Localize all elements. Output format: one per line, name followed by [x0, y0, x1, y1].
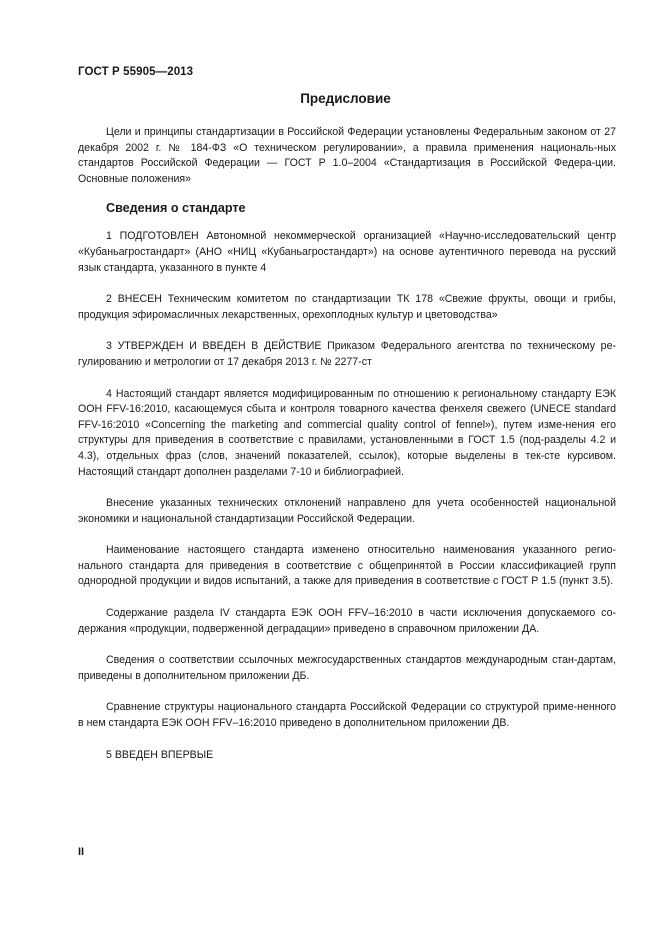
- document-code: ГОСТ Р 55905—2013: [78, 66, 194, 78]
- paragraph-section-iv: Содержание раздела IV стандарта ЕЭК ООН FFV–16:2010 в части исключения допускаемого со-держания «продукции, подверженной деградации» приведено в справочном приложении ДА.: [78, 607, 616, 635]
- paragraph-name-change: Наименование настоящего стандарта изменено относительно наименования указанного регио-нального стандарта для приведения в соответствие с общепринятой в России классификацией групп однородной продукции и видов испытаний, а также для приведения в соответствие с ГОСТ Р 1.5 (пункт 3.5).: [78, 544, 616, 588]
- paragraph-introduced-by: 2 ВНЕСЕН Техническим комитетом по стандартизации ТК 178 «Свежие фрукты, овощи и грибы, продукция эфиромасличных лекарственных, орехоплодных культур и цветоводства»: [78, 293, 616, 321]
- paragraph-approved: 3 УТВЕРЖДЕН И ВВЕДЕН В ДЕЙСТВИЕ Приказом Федерального агентства по техническому ре-гулированию и метрологии от 17 декабря 2013 г. № 2277-ст: [78, 340, 616, 368]
- paragraph-introduced-first: 5 ВВЕДЕН ВПЕРВЫЕ: [106, 748, 214, 761]
- intro-paragraph: Цели и принципы стандартизации в Российской Федерации установлены Федеральным законом от 27 декабря 2002 г. № 184-ФЗ «О техническом регулировании», а правила применения националь-ных стандартов Российской Федерации — ГОСТ Р 1.0–2004 «Стандартизация в Российской Федера-ции. Основные положения»: [78, 126, 616, 185]
- page-title: Предисловие: [300, 91, 391, 106]
- paragraph-references: Сведения о соответствии ссылочных межгосударственных стандартов международным стан-дартам, приведены в дополнительном приложении ДБ.: [78, 654, 616, 682]
- paragraph-structure-comparison: Сравнение структуры национального стандарта Российской Федерации со структурой приме-ненного в нем стандарта ЕЭК ООН FFV–16:2010 приведено в дополнительном приложении ДВ.: [78, 701, 616, 730]
- document-body: [78, 125, 616, 763]
- paragraph-modified-standard: 4 Настоящий стандарт является модифицированным по отношению к региональному стандарту ЕЭК ООН FFV-16:2010, касающемуся сбыта и контроля товарного качества фенхеля свежего (UNECE standard FFV-16:2010 «Concerning the marketing and commercial quality control of fennel»), путем изме-нения его структуры для приведения в соответствие с правилами, установленными в ГОСТ 1.5 (под-разделы 4.2 и 4.3), отдельных фраз (слов, значений показателей, ссылок), которые выделены в тек-сте курсивом. Настоящий стандарт дополнен разделами 7-10 и библиографией.: [78, 387, 616, 478]
- page-number: II: [78, 846, 85, 858]
- paragraph-deviations: Внесение указанных технических отклонений направлено для учета особенностей национальной экономики и национальной стандартизации Российской Федерации.: [78, 497, 616, 525]
- paragraph-prepared-by: 1 ПОДГОТОВЛЕН Автономной некоммерческой организацией «Научно-исследовательский центр «Кубаньагростандарт» (АНО «НИЦ «Кубаньагростандарт») на основе аутентичного перевода на русский язык стандарта, указанного в пункте 4: [78, 230, 616, 274]
- section-heading: Сведения о стандарте: [106, 201, 246, 216]
